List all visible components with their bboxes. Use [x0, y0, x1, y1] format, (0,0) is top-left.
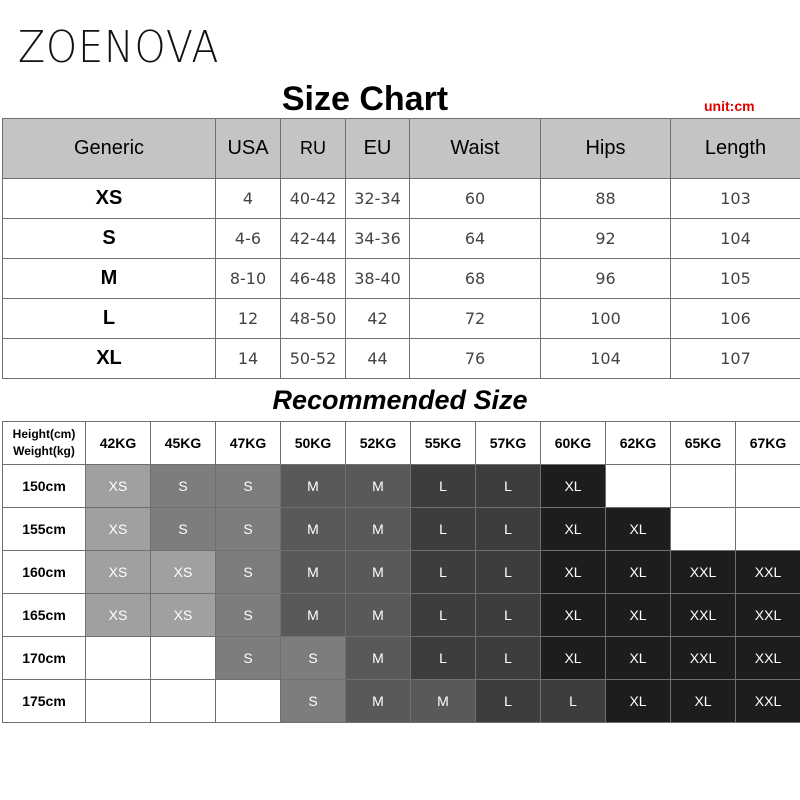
size-cell: S	[216, 508, 281, 551]
height-label: 170cm	[3, 637, 86, 680]
size-cell: XXL	[736, 637, 800, 680]
cell-generic: L	[3, 299, 216, 339]
cell-generic: XL	[3, 339, 216, 379]
cell-hips: 96	[541, 259, 671, 299]
size-cell: XL	[606, 508, 671, 551]
weight-header: 62KG	[606, 422, 671, 465]
size-cell: M	[346, 508, 411, 551]
cell-eu: 42	[346, 299, 410, 339]
weight-header: 50KG	[281, 422, 346, 465]
cell-length: 105	[671, 259, 800, 299]
size-cell: S	[216, 551, 281, 594]
size-cell: S	[151, 508, 216, 551]
recommended-header-row	[3, 422, 800, 465]
size-cell: L	[476, 680, 541, 723]
unit-label: unit:cm	[704, 98, 755, 114]
size-cell: S	[151, 465, 216, 508]
cell-eu: 44	[346, 339, 410, 379]
table-row	[3, 219, 800, 259]
size-cell	[671, 465, 736, 508]
size-cell: S	[216, 465, 281, 508]
cell-usa: 12	[216, 299, 281, 339]
weight-header: 65KG	[671, 422, 736, 465]
size-chart-header-row	[3, 119, 800, 179]
cell-generic: S	[3, 219, 216, 259]
size-cell: L	[541, 680, 606, 723]
cell-usa: 14	[216, 339, 281, 379]
cell-length: 107	[671, 339, 800, 379]
size-cell: XL	[606, 594, 671, 637]
size-cell: S	[216, 594, 281, 637]
size-cell: M	[281, 594, 346, 637]
size-cell: XXL	[736, 680, 800, 723]
size-cell: L	[476, 637, 541, 680]
cell-ru: 46-48	[281, 259, 346, 299]
size-cell: XXL	[736, 551, 800, 594]
weight-header: 45KG	[151, 422, 216, 465]
table-row	[3, 299, 800, 339]
cell-length: 103	[671, 179, 800, 219]
size-cell	[736, 508, 800, 551]
size-cell: XS	[151, 551, 216, 594]
height-label: 155cm	[3, 508, 86, 551]
height-label: 160cm	[3, 551, 86, 594]
header-length: Length	[671, 119, 800, 179]
cell-waist: 64	[410, 219, 541, 259]
cell-eu: 34-36	[346, 219, 410, 259]
size-cell: S	[216, 637, 281, 680]
table-row	[3, 680, 800, 723]
size-cell: L	[411, 551, 476, 594]
table-row	[3, 179, 800, 219]
size-cell: M	[281, 551, 346, 594]
header-generic: Generic	[3, 119, 216, 179]
weight-header: 55KG	[411, 422, 476, 465]
size-cell: S	[281, 637, 346, 680]
size-cell: XL	[541, 594, 606, 637]
size-cell: XXL	[671, 551, 736, 594]
height-label: 165cm	[3, 594, 86, 637]
cell-hips: 104	[541, 339, 671, 379]
weight-header: 57KG	[476, 422, 541, 465]
cell-waist: 72	[410, 299, 541, 339]
recommended-size-title: Recommended Size	[272, 385, 528, 415]
cell-usa: 4-6	[216, 219, 281, 259]
size-cell	[216, 680, 281, 723]
size-cell: XL	[606, 680, 671, 723]
size-cell: XXL	[736, 594, 800, 637]
size-chart-table	[2, 118, 800, 379]
weight-header: 42KG	[86, 422, 151, 465]
header-hips: Hips	[541, 119, 671, 179]
weight-header: 60KG	[541, 422, 606, 465]
size-cell: L	[411, 508, 476, 551]
cell-waist: 60	[410, 179, 541, 219]
size-cell: XS	[86, 508, 151, 551]
weight-header: 52KG	[346, 422, 411, 465]
cell-usa: 8-10	[216, 259, 281, 299]
size-cell: L	[476, 594, 541, 637]
size-cell	[86, 680, 151, 723]
size-cell: M	[346, 465, 411, 508]
cell-waist: 68	[410, 259, 541, 299]
size-cell: L	[476, 551, 541, 594]
cell-hips: 88	[541, 179, 671, 219]
size-cell	[606, 465, 671, 508]
size-chart-title: Size Chart	[281, 80, 449, 118]
size-cell: XXL	[671, 594, 736, 637]
cell-generic: M	[3, 259, 216, 299]
table-row	[3, 259, 800, 299]
size-cell: L	[411, 594, 476, 637]
brand-logo: ZOENOVA	[18, 22, 220, 73]
size-cell: L	[476, 465, 541, 508]
table-row	[3, 594, 800, 637]
size-cell: XS	[151, 594, 216, 637]
weight-header: 67KG	[736, 422, 800, 465]
size-cell: M	[346, 594, 411, 637]
size-cell	[671, 508, 736, 551]
corner-weight-label: Weight(kg)	[13, 444, 75, 458]
size-cell	[151, 680, 216, 723]
table-row	[3, 465, 800, 508]
cell-ru: 50-52	[281, 339, 346, 379]
weight-header: 47KG	[216, 422, 281, 465]
size-cell: XS	[86, 551, 151, 594]
size-cell: M	[281, 465, 346, 508]
cell-length: 104	[671, 219, 800, 259]
size-cell: M	[346, 551, 411, 594]
size-cell: XS	[86, 465, 151, 508]
size-cell: XL	[541, 637, 606, 680]
corner-header	[3, 422, 86, 465]
cell-eu: 32-34	[346, 179, 410, 219]
cell-ru: 40-42	[281, 179, 346, 219]
cell-generic: XS	[3, 179, 216, 219]
cell-ru: 42-44	[281, 219, 346, 259]
size-cell: M	[411, 680, 476, 723]
table-row	[3, 508, 800, 551]
cell-eu: 38-40	[346, 259, 410, 299]
size-cell: XL	[671, 680, 736, 723]
size-cell: XL	[606, 637, 671, 680]
size-cell: L	[411, 465, 476, 508]
size-cell: M	[346, 637, 411, 680]
table-row	[3, 637, 800, 680]
size-cell	[151, 637, 216, 680]
size-cell: XL	[541, 508, 606, 551]
cell-length: 106	[671, 299, 800, 339]
size-cell: L	[411, 637, 476, 680]
size-cell: M	[346, 680, 411, 723]
header-ru: RU	[281, 119, 346, 179]
corner-height-label: Height(cm)	[12, 427, 76, 441]
size-cell	[736, 465, 800, 508]
size-cell: XL	[541, 465, 606, 508]
header-eu: EU	[346, 119, 410, 179]
cell-usa: 4	[216, 179, 281, 219]
size-cell: XS	[86, 594, 151, 637]
header-waist: Waist	[410, 119, 541, 179]
size-cell: M	[281, 508, 346, 551]
size-cell: XL	[606, 551, 671, 594]
size-cell: XL	[541, 551, 606, 594]
size-cell: L	[476, 508, 541, 551]
cell-ru: 48-50	[281, 299, 346, 339]
height-label: 175cm	[3, 680, 86, 723]
header-usa: USA	[216, 119, 281, 179]
cell-waist: 76	[410, 339, 541, 379]
size-cell: XXL	[671, 637, 736, 680]
table-row	[3, 339, 800, 379]
cell-hips: 92	[541, 219, 671, 259]
table-row	[3, 551, 800, 594]
recommended-size-table	[2, 421, 800, 723]
cell-hips: 100	[541, 299, 671, 339]
size-cell: S	[281, 680, 346, 723]
height-label: 150cm	[3, 465, 86, 508]
size-cell	[86, 637, 151, 680]
